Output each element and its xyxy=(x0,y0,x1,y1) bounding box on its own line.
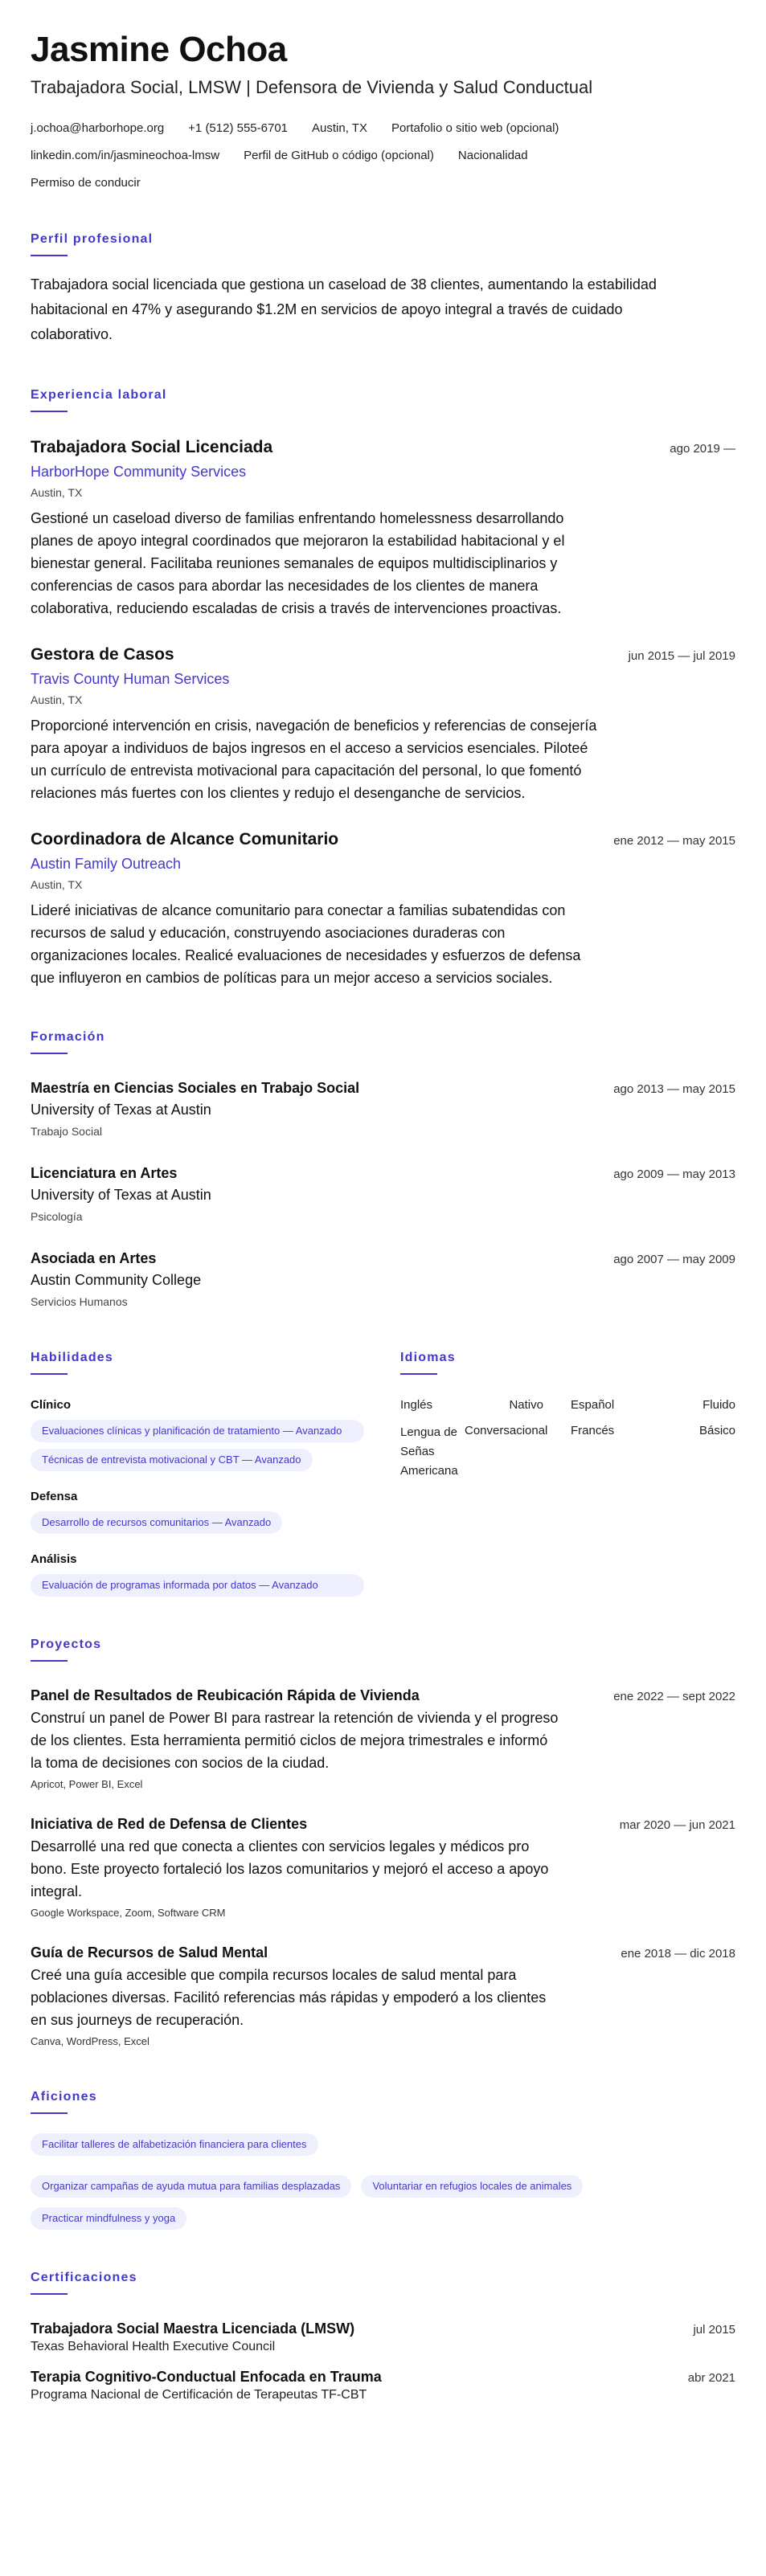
hobby-chip: Voluntariar en refugios locales de animales xyxy=(361,2175,583,2198)
contact-github[interactable]: Perfil de GitHub o código (opcional) xyxy=(244,149,434,162)
certification-title: Terapia Cognitivo-Conductual Enfocada en Trauma xyxy=(31,2369,382,2385)
education-entry xyxy=(31,1249,735,1310)
project-entry xyxy=(31,1814,735,1920)
project-dates: ene 2022 — sept 2022 xyxy=(613,1690,735,1703)
skill-chips xyxy=(31,1511,400,1534)
education-degree: Maestría en Ciencias Sociales en Trabajo Social xyxy=(31,1080,360,1096)
languages-section xyxy=(400,1350,735,1597)
section-divider xyxy=(400,1373,437,1375)
education-section xyxy=(31,1029,735,1310)
language-level: Fluido xyxy=(703,1398,735,1412)
summary-text: Trabajadora social licenciada que gestiona un caseload de 38 clientes, aumentando la estabilidad habitacional en 47% y asegurando $1.2M en servicios de apoyo integral a través de cuidado colaborativo. xyxy=(31,276,657,342)
section-divider xyxy=(31,1660,68,1662)
project-title: Iniciativa de Red de Defensa de Clientes xyxy=(31,1816,308,1832)
certification-date: jul 2015 xyxy=(693,2323,735,2337)
education-degree: Asociada en Artes xyxy=(31,1250,157,1266)
education-dates: ago 2013 — may 2015 xyxy=(613,1082,735,1096)
skill-category: Defensa xyxy=(31,1490,78,1503)
language-name: Lengua de Señas Americana xyxy=(400,1425,458,1478)
project-dates: mar 2020 — jun 2021 xyxy=(619,1818,735,1832)
certification-entry xyxy=(31,2319,735,2356)
skill-chip: Evaluación de programas informada por datos — Avanzado xyxy=(31,1574,364,1597)
section-title: Habilidades xyxy=(31,1351,114,1364)
skills-section xyxy=(31,1350,400,1597)
project-title: Guía de Recursos de Salud Mental xyxy=(31,1944,268,1961)
job-location: Austin, TX xyxy=(31,486,83,499)
job-dates: ene 2012 — may 2015 xyxy=(613,834,735,848)
certification-issuer: Texas Behavioral Health Executive Council xyxy=(31,2340,276,2353)
education-field: Servicios Humanos xyxy=(31,1295,128,1308)
job-location: Austin, TX xyxy=(31,693,83,706)
section-divider xyxy=(31,1053,68,1054)
section-title: Proyectos xyxy=(31,1638,102,1651)
section-divider xyxy=(31,2293,68,2295)
project-entry xyxy=(31,1686,735,1792)
language-grid xyxy=(400,1397,735,1481)
contact-phone[interactable]: +1 (512) 555-6701 xyxy=(188,121,289,135)
project-description: Construí un panel de Power BI para rastrear la retención de vivienda y el progreso de los clientes. Esta herramienta permitió ciclos de mejora trimestrales e informó la toma de decisiones con socios de la ciudad. xyxy=(31,1710,559,1771)
skill-chip: Técnicas de entrevista motivacional y CBT — Avanzado xyxy=(31,1449,313,1471)
job-description: Gestioné un caseload diverso de familias enfrentando homelessness desarrollando planes de apoyo integral coordinados que mejoraron la estabilidad habitacional y el bienestar general. Facilitaba reuniones semanales de equipos multidisciplinarios y conferencias de casos para abordar las necesidades de los clientes de manera colaborativa, reduciendo escaladas de crisis a través de intervenciones proactivas. xyxy=(31,510,565,616)
certification-entry xyxy=(31,2367,735,2404)
certification-issuer: Programa Nacional de Certificación de Terapeutas TF-CBT xyxy=(31,2388,367,2402)
contact-email[interactable]: j.ochoa@harborhope.org xyxy=(31,121,165,135)
section-divider xyxy=(31,1373,68,1375)
candidate-subtitle: Trabajadora Social, LMSW | Defensora de Vivienda y Salud Conductual xyxy=(31,77,593,97)
contact-driving-license: Permiso de conducir xyxy=(31,176,141,190)
candidate-name: Jasmine Ochoa xyxy=(31,30,287,69)
hobby-chip: Organizar campañas de ayuda mutua para familias desplazadas xyxy=(31,2175,351,2198)
section-title: Formación xyxy=(31,1030,105,1044)
section-title: Aficiones xyxy=(31,2090,97,2104)
job-company: Travis County Human Services xyxy=(31,671,230,687)
job-dates: ago 2019 — xyxy=(670,442,735,456)
job-title: Coordinadora de Alcance Comunitario xyxy=(31,830,339,848)
project-description: Creé una guía accesible que compila recursos locales de salud mental para poblaciones diversas. Facilitó referencias más rápidas y empoderó a los clientes en sus journeys de recuperación. xyxy=(31,1967,547,2028)
certification-title: Trabajadora Social Maestra Licenciada (LMSW) xyxy=(31,2320,355,2337)
contact-location: Austin, TX xyxy=(312,121,367,135)
job-description: Proporcioné intervención en crisis, navegación de beneficios y referencias de consejería para apoyar a individuos de bajos ingresos en el acceso a servicios esenciales. Piloteé un currículo de entrevista motivacional para capacitación del personal, lo que fomentó relaciones más fuertes con los clientes y redujo el desenganche de servicios. xyxy=(31,718,597,801)
education-dates: ago 2009 — may 2013 xyxy=(613,1167,735,1181)
education-entry xyxy=(31,1078,735,1139)
skill-category: Clínico xyxy=(31,1398,72,1412)
education-dates: ago 2007 — may 2009 xyxy=(613,1253,735,1266)
education-degree: Licenciatura en Artes xyxy=(31,1165,178,1181)
contact-portfolio[interactable]: Portafolio o sitio web (opcional) xyxy=(391,121,559,135)
education-school: Austin Community College xyxy=(31,1272,202,1288)
hobby-chips xyxy=(31,2133,690,2230)
skill-chips xyxy=(31,1420,400,1471)
summary-section xyxy=(31,231,735,347)
language-level: Básico xyxy=(698,1424,735,1437)
project-tools: Google Workspace, Zoom, Software CRM xyxy=(31,1907,226,1919)
education-school: University of Texas at Austin xyxy=(31,1187,211,1203)
section-divider xyxy=(31,2112,68,2114)
language-level: Nativo xyxy=(509,1398,543,1412)
education-school: University of Texas at Austin xyxy=(31,1102,211,1118)
project-entry xyxy=(31,1943,735,2049)
experience-section xyxy=(31,387,735,989)
projects-section xyxy=(31,1637,735,2049)
job-entry xyxy=(31,644,735,804)
skill-chip: Evaluaciones clínicas y planificación de tratamiento — Avanzado xyxy=(31,1420,364,1442)
section-title: Experiencia laboral xyxy=(31,388,167,402)
project-dates: ene 2018 — dic 2018 xyxy=(621,1947,735,1961)
job-company: Austin Family Outreach xyxy=(31,856,182,872)
contact-linkedin[interactable]: linkedin.com/in/jasmineochoa-lmsw xyxy=(31,149,220,162)
education-field: Psicología xyxy=(31,1210,83,1223)
education-entry xyxy=(31,1163,735,1225)
hobby-chip: Facilitar talleres de alfabetización financiera para clientes xyxy=(31,2133,318,2156)
hobbies-section xyxy=(31,2089,735,2230)
certifications-section xyxy=(31,2270,735,2404)
job-title: Trabajadora Social Licenciada xyxy=(31,438,273,456)
language-level: Conversacional xyxy=(465,1424,548,1437)
job-description: Lideré iniciativas de alcance comunitario para conectar a familias subatendidas con recursos de salud y educación, construyendo asociaciones duraderas con organizaciones locales. Realicé evaluaciones de necesidades y esfuerzos de defensa que influyeron en cambios de políticas para un mejor acceso a servicios sociales. xyxy=(31,902,581,986)
skill-chips xyxy=(31,1574,400,1597)
education-field: Trabajo Social xyxy=(31,1125,102,1138)
section-divider xyxy=(31,255,68,256)
project-description: Desarrollé una red que conecta a clientes con servicios legales y médicos pro bono. Este proyecto fortaleció los lazos comunitarios y mejoró el acceso a apoyo integral. xyxy=(31,1838,549,1899)
job-title: Gestora de Casos xyxy=(31,645,174,664)
job-entry xyxy=(31,828,735,989)
contact-nationality: Nacionalidad xyxy=(457,149,528,162)
hobby-chip: Practicar mindfulness y yoga xyxy=(31,2207,186,2230)
section-title: Perfil profesional xyxy=(31,232,154,246)
section-title: Certificaciones xyxy=(31,2271,137,2284)
contact-list xyxy=(31,121,641,191)
skill-category: Análisis xyxy=(31,1552,77,1566)
project-tools: Canva, WordPress, Excel xyxy=(31,2035,150,2047)
skills-languages-row xyxy=(31,1350,735,1597)
job-dates: jun 2015 — jul 2019 xyxy=(628,649,735,663)
section-title: Idiomas xyxy=(400,1351,456,1364)
job-entry xyxy=(31,436,735,619)
job-company: HarborHope Community Services xyxy=(31,464,247,480)
language-name: Francés xyxy=(571,1424,615,1437)
certification-date: abr 2021 xyxy=(687,2371,735,2385)
section-divider xyxy=(31,411,68,412)
job-location: Austin, TX xyxy=(31,878,83,891)
language-name: Español xyxy=(571,1398,615,1412)
project-tools: Apricot, Power BI, Excel xyxy=(31,1778,143,1790)
project-title: Panel de Resultados de Reubicación Rápida de Vivienda xyxy=(31,1687,420,1703)
skill-chip: Desarrollo de recursos comunitarios — Avanzado xyxy=(31,1511,282,1534)
language-name: Inglés xyxy=(400,1398,433,1412)
